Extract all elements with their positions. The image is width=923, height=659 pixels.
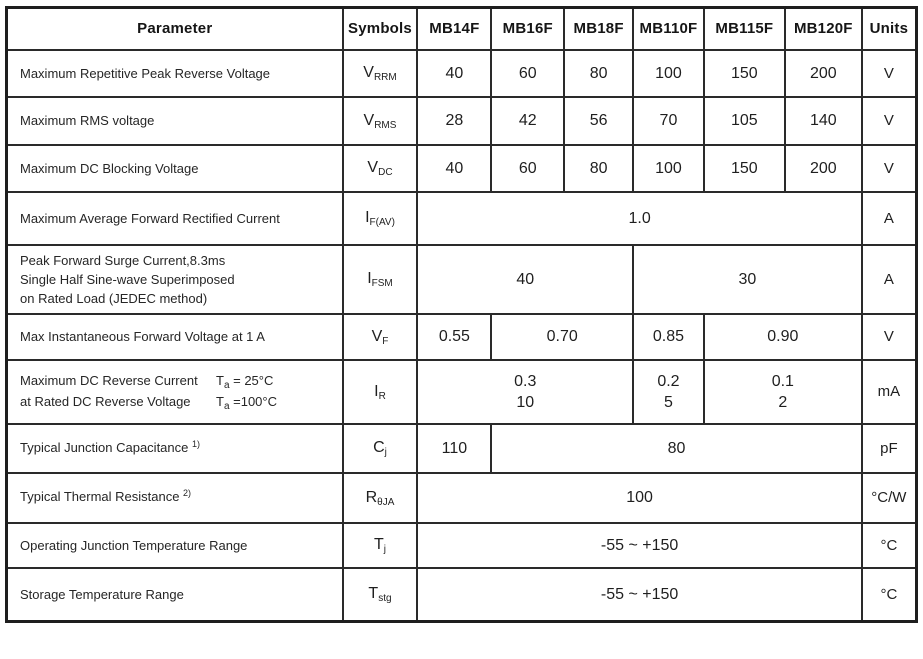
parameter-line: [20, 289, 341, 308]
symbol-base: V: [367, 159, 379, 176]
value-cell: -55 ~ +150: [417, 568, 861, 622]
parameter-cell: [7, 424, 343, 473]
symbol-subscript: j: [384, 447, 387, 458]
value-cell: 110: [417, 424, 491, 473]
value-cell: 150: [704, 145, 785, 192]
table-row: [7, 523, 917, 568]
column-header-mb115f: MB115F: [704, 8, 785, 50]
text-run: Maximum DC Blocking Voltage: [20, 160, 199, 176]
table-row: [7, 97, 917, 145]
text-run: Typical Thermal Resistance: [20, 489, 184, 504]
symbol-subscript: j: [383, 544, 386, 555]
value-cell: 105: [704, 97, 785, 145]
unit-cell: °C/W: [862, 473, 917, 523]
column-header-mb14f: MB14F: [417, 8, 491, 50]
symbol-base: T: [368, 585, 379, 603]
test-condition: [216, 393, 277, 412]
text-run: = 25°C: [229, 372, 274, 388]
unit-cell: V: [862, 314, 917, 360]
column-header-mb110f: MB110F: [633, 8, 704, 50]
parameter-line: [20, 585, 341, 604]
column-header-symbols: Symbols: [343, 8, 418, 50]
parameter-cell: [7, 523, 343, 568]
symbol-subscript: DC: [378, 167, 393, 178]
value-cell: 42: [491, 97, 564, 145]
parameter-line: [20, 159, 341, 178]
symbol-base: T: [373, 536, 384, 553]
value-line: 2: [778, 393, 788, 411]
table-row: [7, 314, 917, 360]
value-cell: [417, 360, 633, 424]
unit-cell: V: [862, 50, 917, 97]
parameter-line: [20, 209, 341, 228]
value-cell: 0.90: [704, 314, 862, 360]
value-cell: 80: [564, 145, 633, 192]
symbol-base: V: [371, 327, 383, 345]
parameter-cell: [7, 50, 343, 97]
symbol-base: I: [367, 270, 372, 287]
value-cell: 40: [417, 145, 491, 192]
text-run: on Rated Load (JEDEC method): [20, 290, 208, 306]
symbol-subscript: FSM: [371, 278, 393, 289]
superscript-footnote-marker: 1): [191, 438, 200, 449]
table-body: [7, 50, 917, 622]
unit-cell: pF: [862, 424, 917, 473]
parameter-line: [20, 487, 341, 508]
text-run: at Rated DC Reverse Voltage: [20, 393, 191, 409]
value-cell: 56: [564, 97, 633, 145]
symbol-cell: [343, 245, 418, 314]
symbol-subscript: RMS: [374, 119, 397, 131]
text-run: Peak Forward Surge Current,8.3ms: [20, 252, 226, 268]
subscript-text: a: [223, 379, 230, 391]
symbol-subscript: R: [378, 390, 386, 402]
value-cell: 1.0: [417, 192, 861, 245]
unit-cell: V: [862, 97, 917, 145]
parameter-line: [20, 392, 341, 413]
parameter-cell: [7, 97, 343, 145]
value-cell: 200: [785, 50, 862, 97]
symbol-subscript: θJA: [377, 496, 395, 508]
value-cell: 28: [417, 97, 491, 145]
value-line: 10: [516, 393, 535, 411]
symbol-base: C: [373, 439, 385, 456]
value-cell: 150: [704, 50, 785, 97]
value-cell: 30: [633, 245, 862, 314]
text-run: Max Instantaneous Forward Voltage at 1 A: [20, 329, 265, 344]
symbol-cell: [343, 360, 418, 424]
column-header-units: Units: [862, 8, 917, 50]
column-header-parameter: Parameter: [7, 8, 343, 50]
parameter-line: [20, 327, 341, 346]
parameter-cell: [7, 568, 343, 622]
symbol-base: I: [365, 209, 370, 226]
value-cell: 0.55: [417, 314, 491, 360]
value-cell: 0.85: [633, 314, 704, 360]
parameter-line: [20, 111, 341, 130]
parameter-cell: [7, 360, 343, 424]
parameter-text: [20, 392, 216, 411]
value-cell: 100: [633, 145, 704, 192]
value-cell: 70: [633, 97, 704, 145]
value-line: 0.2: [657, 372, 680, 390]
value-cell: 40: [417, 50, 491, 97]
column-header-mb120f: MB120F: [785, 8, 862, 50]
unit-cell: A: [862, 192, 917, 245]
symbol-cell: [343, 523, 418, 568]
parameter-cell: [7, 145, 343, 192]
unit-cell: °C: [862, 568, 917, 622]
unit-cell: °C: [862, 523, 917, 568]
text-run: Single Half Sine-wave Superimposed: [20, 271, 235, 287]
parameter-line: [20, 270, 341, 289]
table-row: [7, 568, 917, 622]
symbol-cell: [343, 424, 418, 473]
symbol-cell: [343, 50, 418, 97]
unit-cell: A: [862, 245, 917, 314]
parameter-line: [20, 251, 341, 270]
unit-cell: V: [862, 145, 917, 192]
table-row: [7, 360, 917, 424]
value-cell: 80: [564, 50, 633, 97]
symbol-cell: [343, 97, 418, 145]
value-line: 0.3: [514, 372, 537, 390]
symbol-cell: [343, 568, 418, 622]
value-cell: 80: [491, 424, 861, 473]
unit-cell: mA: [862, 360, 917, 424]
value-cell: 100: [417, 473, 861, 523]
value-cell: 0.70: [491, 314, 633, 360]
spec-table: [5, 6, 918, 623]
parameter-cell: [7, 314, 343, 360]
test-condition: [216, 372, 274, 391]
parameter-line: [20, 536, 341, 555]
value-cell: 140: [785, 97, 862, 145]
value-cell: 60: [491, 50, 564, 97]
value-cell: -55 ~ +150: [417, 523, 861, 568]
text-run: =100°C: [229, 393, 277, 409]
value-line: 0.1: [771, 372, 794, 390]
table-row: [7, 192, 917, 245]
value-cell: [633, 360, 704, 424]
parameter-text: [20, 371, 216, 390]
text-run: Maximum Average Forward Rectified Current: [20, 210, 280, 226]
header-row: [7, 8, 917, 50]
value-cell: 40: [417, 245, 633, 314]
text-run: Typical Junction Capacitance: [20, 439, 192, 455]
symbol-cell: [343, 145, 418, 192]
value-line: 5: [664, 393, 673, 411]
parameter-line: [20, 438, 341, 459]
symbol-base: V: [363, 111, 375, 129]
text-run: Storage Temperature Range: [20, 586, 184, 602]
value-cell: 100: [633, 50, 704, 97]
symbol-base: V: [363, 64, 374, 81]
table-row: [7, 145, 917, 192]
parameter-cell: [7, 473, 343, 523]
symbol-base: I: [374, 382, 379, 400]
symbol-cell: [343, 314, 418, 360]
column-header-mb18f: MB18F: [564, 8, 633, 50]
text-run: Maximum Repetitive Peak Reverse Voltage: [20, 65, 271, 81]
parameter-line: [20, 371, 341, 392]
parameter-cell: [7, 245, 343, 314]
column-header-mb16f: MB16F: [491, 8, 564, 50]
symbol-subscript: RRM: [373, 72, 397, 83]
symbol-subscript: stg: [378, 593, 392, 605]
text-run: T: [216, 372, 224, 388]
symbol-subscript: F: [382, 335, 389, 347]
text-run: Maximum DC Reverse Current: [20, 372, 198, 388]
symbol-cell: [343, 192, 418, 245]
table-row: [7, 424, 917, 473]
symbol-cell: [343, 473, 418, 523]
value-cell: 60: [491, 145, 564, 192]
symbol-base: R: [365, 488, 378, 506]
value-cell: [704, 360, 862, 424]
subscript-text: a: [223, 400, 230, 412]
text-run: Operating Junction Temperature Range: [20, 537, 248, 553]
text-run: Maximum RMS voltage: [20, 113, 155, 128]
parameter-line: [20, 64, 341, 83]
superscript-footnote-marker: 2): [183, 488, 192, 498]
value-cell: 200: [785, 145, 862, 192]
table-row: [7, 50, 917, 97]
table-row: [7, 245, 917, 314]
symbol-subscript: F(AV): [369, 217, 395, 228]
table-row: [7, 473, 917, 523]
text-run: T: [216, 393, 224, 409]
parameter-cell: [7, 192, 343, 245]
